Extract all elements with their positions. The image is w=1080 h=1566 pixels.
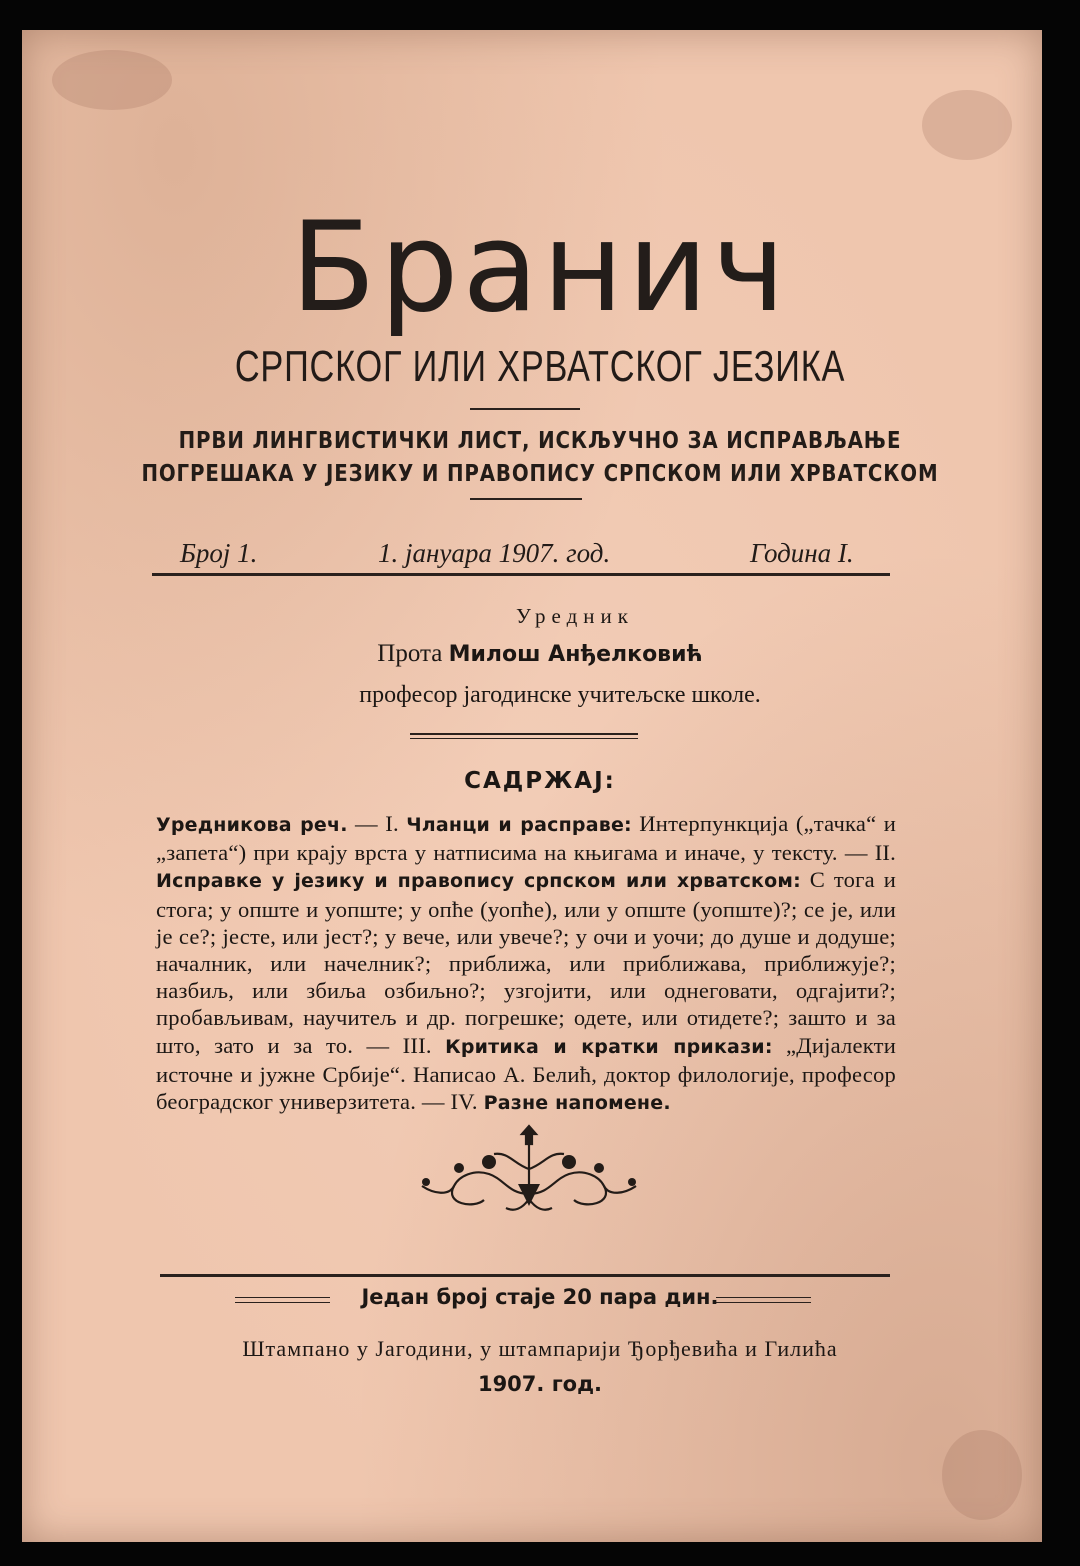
- tagline-line-1: ПРВИ ЛИНГВИСТИЧКИ ЛИСТ, ИСКЉУЧНО ЗА ИСПРАВЉАЊЕ: [178, 428, 902, 454]
- issue-number: Број 1.: [180, 538, 258, 568]
- price-line: Један број стаје 20 пара дин.: [361, 1285, 719, 1309]
- editor-line: [0, 640, 1080, 668]
- printer-line: Штампано у Јагодини, у штампарији Ђорђевића и Гилића: [242, 1336, 838, 1361]
- editor-label: Уредник: [516, 604, 634, 628]
- short-divider: [470, 408, 580, 410]
- contents-section-heading: Исправке у језику и правопису српском или хрватском:: [156, 870, 801, 893]
- journal-subtitle: СРПСКОГ ИЛИ ХРВАТСКОГ ЈЕЗИКА: [234, 342, 846, 391]
- contents-text: С тога и стога; у опште и уопште; у опће (уопће), или у опште (уопште)?; се је, или је се?; јесте, или јест?; у вече, или увече?; у очи и уочи; до душе и додуше; началник, или начелник?; приближа, или приближава, приближује?; назбиљ, или збиља озбиљно?; узгојити, или однеговати, одгајити?; пробављивам, научитељ и др. погрешке; одете, или отидете?; зашто и за што, зато и за то. — III.: [156, 867, 897, 1058]
- contents-heading: САДРЖАЈ:: [464, 768, 616, 794]
- paper-stain: [942, 1430, 1022, 1520]
- print-year: 1907. год.: [477, 1372, 603, 1396]
- issue-year: Година I.: [750, 538, 854, 568]
- editor-name: Милош Анђелковић: [448, 642, 703, 667]
- journal-title: Бранич: [290, 196, 790, 340]
- tagline-line-2: ПОГРЕШАКА У ЈЕЗИКУ И ПРАВОПИСУ СРПСКОМ ИЛИ ХРВАТСКОМ: [141, 461, 939, 487]
- editor-title: професор јагодинске учитељске школе.: [359, 682, 761, 708]
- contents-text: Интерпункција („тачка“ и „запета“) при крају врста у натписима на књигама и иначе, у тексту. — II.: [156, 811, 897, 866]
- issue-rule: [152, 573, 890, 576]
- contents-text: — I.: [347, 811, 407, 836]
- footer-rule: [160, 1274, 890, 1277]
- contents-section-heading: Уредникова реч.: [156, 814, 348, 836]
- paper-stain: [52, 50, 172, 110]
- contents-body: [156, 810, 896, 1117]
- contents-text: „Дијалекти источне и јужне Србије“. Написао А. Белић, доктор филологије, професор београдског универзитета. — IV.: [156, 1032, 896, 1115]
- paper-stain: [922, 90, 1012, 160]
- contents-section-heading: Чланци и расправе:: [406, 814, 632, 836]
- contents-section-heading: Разне напомене.: [483, 1092, 671, 1115]
- double-rule-top: [410, 733, 638, 735]
- issue-date: 1. јануара 1907. год.: [378, 538, 611, 568]
- double-rule-bottom: [410, 738, 638, 739]
- contents-section-heading: Критика и кратки прикази:: [445, 1035, 773, 1058]
- short-divider: [470, 498, 582, 500]
- editor-prefix: Прота: [377, 640, 443, 667]
- floral-ornament: [414, 1124, 644, 1214]
